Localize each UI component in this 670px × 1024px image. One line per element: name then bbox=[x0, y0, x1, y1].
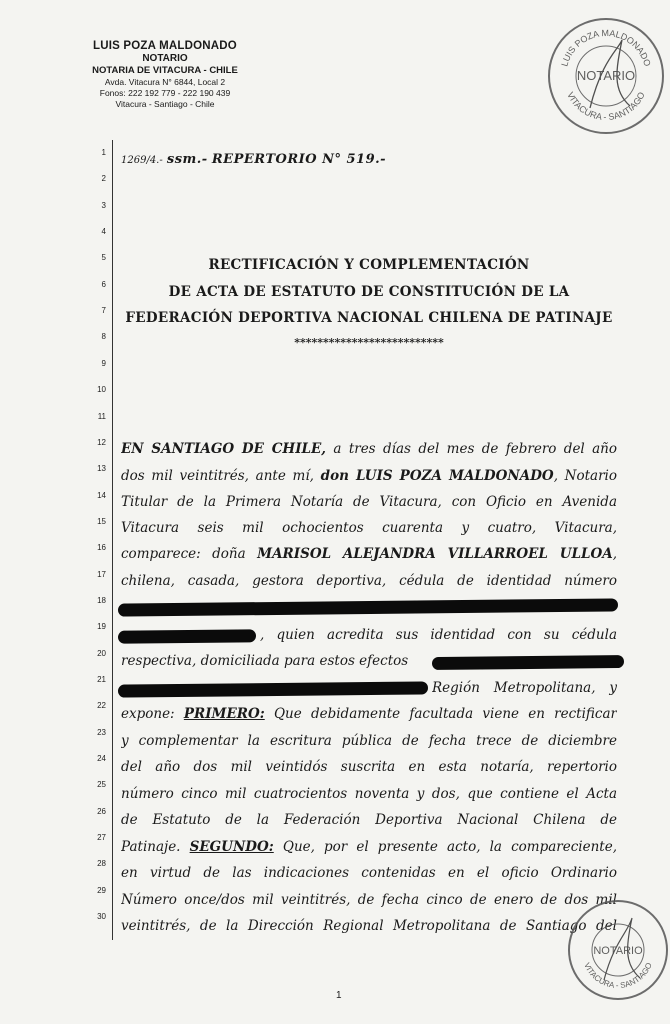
heading-line-2: DE ACTA DE ESTATUTO DE CONSTITUCIÓN DE LA bbox=[168, 284, 570, 300]
redaction-bar bbox=[432, 655, 624, 670]
repertorio-reference bbox=[121, 152, 386, 167]
text-span: expone: bbox=[121, 706, 184, 722]
notary-mention: don LUIS POZA MALDONADO bbox=[320, 468, 554, 484]
text-span: comparece: doña bbox=[121, 546, 258, 562]
body-line-30: veintitrés, de la Dirección Regional Metropolitana de Santiago del bbox=[121, 918, 617, 934]
svg-text:LUIS POZA MALDONADO: LUIS POZA MALDONADO bbox=[559, 27, 653, 68]
line-number: 28 bbox=[97, 859, 106, 869]
date-phrase: a tres días del mes de febrero del año bbox=[326, 441, 617, 457]
repertorio-label: REPERTORIO N° 519.- bbox=[211, 152, 387, 167]
line-number: 25 bbox=[97, 780, 106, 790]
line-number: 27 bbox=[97, 833, 106, 843]
notary-title: NOTARIO bbox=[142, 53, 188, 64]
body-line-26: de Estatuto de la Federación Deportiva Nacional Chilena de bbox=[121, 812, 617, 828]
line-number: 29 bbox=[97, 885, 106, 895]
line-number: 2 bbox=[101, 174, 106, 184]
line-number: 18 bbox=[97, 595, 106, 605]
line-number: 23 bbox=[97, 727, 106, 737]
line-number: 3 bbox=[101, 200, 106, 210]
notary-letterhead bbox=[60, 40, 270, 109]
redaction-bar bbox=[118, 598, 618, 616]
body-line-24: del año dos mil veintidós suscrita en esta notaría, repertorio bbox=[121, 759, 617, 775]
line-number: 24 bbox=[97, 754, 106, 764]
line-number: 4 bbox=[101, 227, 106, 237]
svg-text:VITACURA - SANTIAGO: VITACURA - SANTIAGO bbox=[565, 90, 647, 123]
notary-seal-stamp bbox=[548, 18, 664, 134]
line-number: 9 bbox=[101, 358, 106, 368]
body-line-14: Titular de la Primera Notaría de Vitacura, con Oficio en Avenida bbox=[121, 494, 617, 510]
heading-line-1: RECTIFICACIÓN Y COMPLEMENTACIÓN bbox=[208, 257, 530, 273]
text-span: Que, por el presente acto, la compareciente, bbox=[273, 839, 617, 855]
body-line-17: chilena, casada, gestora deportiva, cédula de identidad número bbox=[121, 573, 617, 589]
body-line-19: , quien acredita sus identidad con su cédula bbox=[260, 627, 617, 643]
redaction-bar bbox=[118, 681, 428, 697]
body-line-22 bbox=[121, 706, 617, 722]
line-number: 10 bbox=[97, 385, 106, 395]
text-span: , bbox=[612, 546, 617, 562]
page-number: 1 bbox=[336, 990, 342, 1001]
margin-rule bbox=[112, 140, 113, 940]
line-number: 21 bbox=[97, 675, 106, 684]
body-line-29: Número once/dos mil veintitrés, de fecha cinco de enero de dos mil bbox=[121, 892, 617, 908]
line-number: 11 bbox=[97, 411, 106, 421]
clause-primero: PRIMERO: bbox=[183, 706, 265, 722]
line-number: 5 bbox=[101, 253, 106, 263]
notary-name: LUIS POZA MALDONADO bbox=[93, 40, 237, 52]
body-line-28: en virtud de las indicaciones contenidas en el oficio Ordinario bbox=[121, 865, 617, 881]
body-line-16 bbox=[121, 546, 617, 562]
text-span: dos mil veintitrés, ante mí, bbox=[121, 468, 321, 484]
line-number: 30 bbox=[97, 912, 106, 922]
body-line-25: número cinco mil cuatrocientos noventa y dos, que contiene el Acta bbox=[121, 786, 617, 802]
notary-address: Avda. Vitacura N° 6844, Local 2 bbox=[104, 77, 226, 87]
body-line-20: respectiva, domiciliada para estos efectos bbox=[121, 653, 409, 669]
text-span: Que debidamente facultada viene en rectificar bbox=[264, 706, 617, 722]
notary-phones: Fonos: 222 192 779 - 222 190 439 bbox=[99, 88, 231, 98]
place-phrase: EN SANTIAGO DE CHILE, bbox=[121, 441, 326, 457]
line-number: 16 bbox=[97, 543, 106, 553]
redaction-bar bbox=[118, 629, 256, 643]
line-number: 14 bbox=[97, 490, 106, 500]
appearing-party-name: MARISOL ALEJANDRA VILLARROEL ULLOA bbox=[257, 546, 613, 562]
repertorio-ref: 1269/4.- bbox=[121, 155, 163, 166]
svg-text:NOTARIO: NOTARIO bbox=[576, 68, 636, 83]
body-line-12 bbox=[121, 441, 617, 457]
body-line-23: y complementar la escritura pública de fecha trece de diciembre bbox=[121, 733, 617, 749]
line-number: 22 bbox=[97, 701, 106, 711]
line-number: 12 bbox=[97, 437, 106, 447]
heading-separator: ************************** bbox=[294, 336, 444, 349]
notary-seal-stamp-footer bbox=[568, 900, 668, 1000]
line-number: 8 bbox=[101, 332, 106, 342]
line-number: 19 bbox=[97, 622, 106, 632]
heading-line-3: FEDERACIÓN DEPORTIVA NACIONAL CHILENA DE PATINAJE bbox=[125, 310, 613, 326]
line-number: 20 bbox=[97, 648, 106, 658]
body-line-13 bbox=[121, 468, 617, 484]
body-line-21: Región Metropolitana, y bbox=[432, 680, 617, 696]
line-number: 26 bbox=[97, 806, 106, 816]
text-span: , Notario bbox=[553, 468, 617, 484]
body-line-15: Vitacura seis mil ochocientos cuarenta y cuatro, Vitacura, bbox=[121, 520, 617, 536]
line-number: 13 bbox=[97, 464, 106, 474]
notary-office: NOTARIA DE VITACURA - CHILE bbox=[92, 65, 238, 76]
text-span: Patinaje. bbox=[121, 839, 190, 855]
body-line-27 bbox=[121, 839, 617, 855]
line-number: 7 bbox=[101, 306, 106, 316]
notary-city: Vitacura - Santiago - Chile bbox=[115, 99, 215, 109]
line-number: 6 bbox=[101, 279, 106, 289]
svg-text:NOTARIO: NOTARIO bbox=[593, 945, 643, 957]
svg-text:VITACURA - SANTIAGO: VITACURA - SANTIAGO bbox=[582, 961, 654, 991]
repertorio-initials: ssm.- bbox=[166, 152, 208, 167]
line-number: 17 bbox=[97, 569, 106, 579]
line-number: 15 bbox=[97, 516, 106, 526]
clause-segundo: SEGUNDO: bbox=[189, 839, 274, 855]
line-number: 1 bbox=[101, 148, 106, 157]
